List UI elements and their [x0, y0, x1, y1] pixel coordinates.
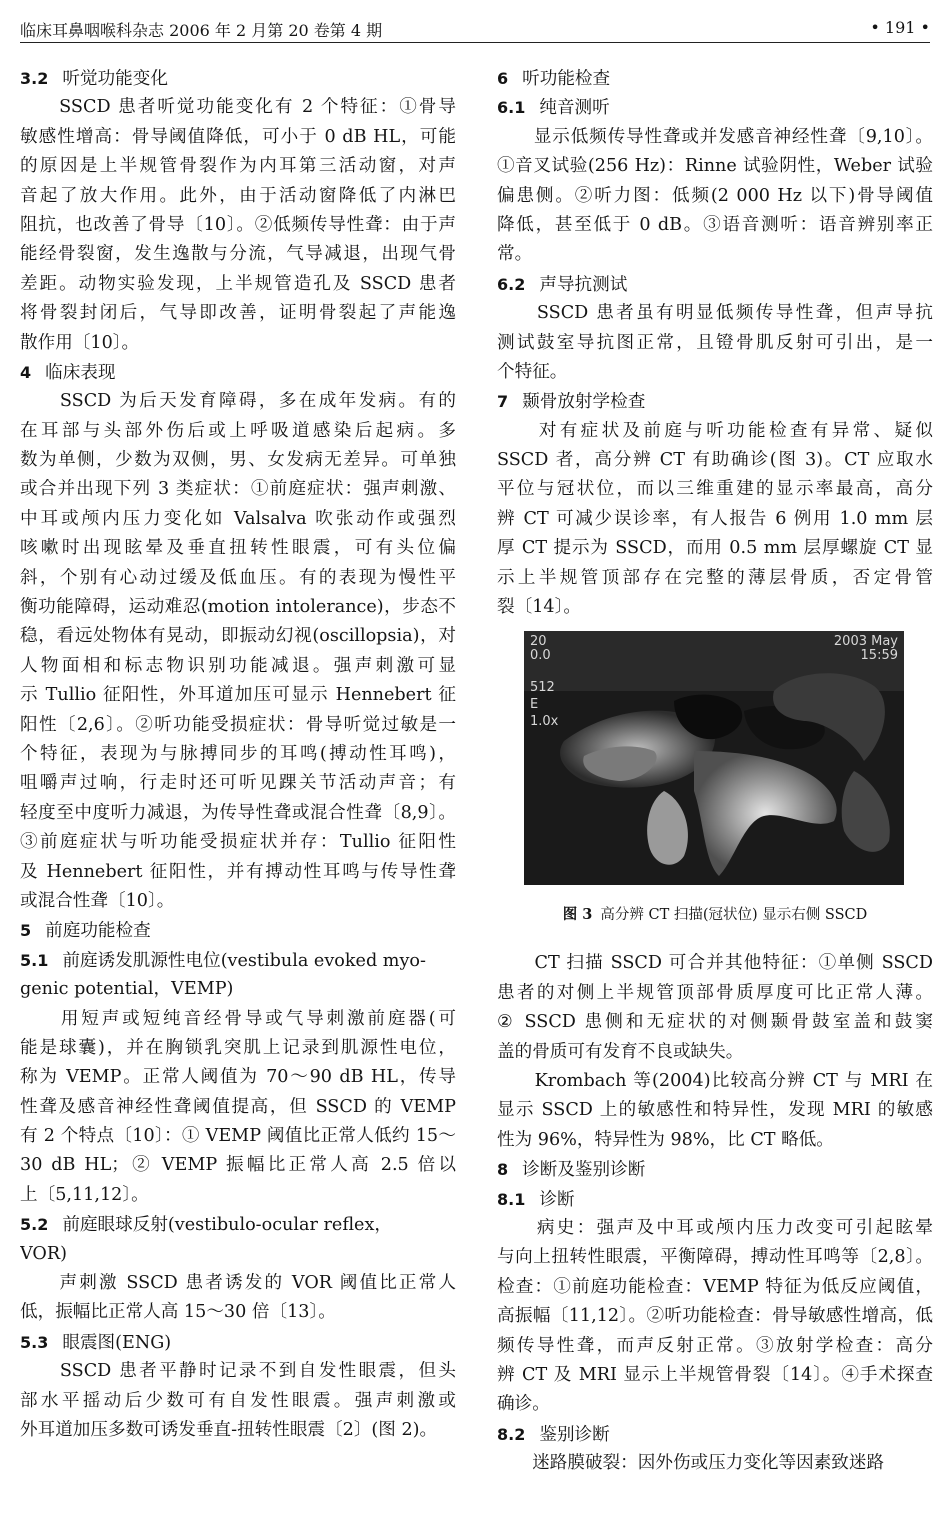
text-line: 显示 SSCD 上的敏感性和特异性，发现 MRI 的敏感: [497, 1100, 933, 1121]
right-column-bottom: [497, 949, 933, 1478]
text-line: 确诊。: [497, 1394, 550, 1415]
text-line: 差距。动物实验发现，上半规管造孔及 SSCD 患者: [20, 273, 456, 294]
ct-overlay-text: E: [530, 697, 539, 713]
ct-scan-figure: [524, 631, 904, 885]
text-line: 及 Hennebert 征阳性，并有搏动性耳鸣与传导性聋: [20, 861, 456, 882]
section-heading: [20, 946, 456, 975]
section-number: 7: [497, 392, 509, 412]
text-line: VOR): [20, 1243, 67, 1264]
journal-info: 临床耳鼻咽喉科杂志 2006 年 2 月第 20 卷第 4 期: [20, 21, 383, 40]
text-line: 平位与冠状位，而以三维重建的显示率最高，高分: [497, 479, 933, 500]
section-title: 眼震图(ENG): [62, 1332, 172, 1353]
text-line: 个特征，表现为与脉搏同步的耳鸣(搏动性耳鸣)，: [20, 743, 456, 764]
text-line: 示上半规管顶部存在完整的薄层骨质，否定骨管: [497, 567, 933, 588]
text-line: 辨 CT 可减少误诊率，有人报告 6 例用 1.0 mm 层: [497, 508, 933, 529]
text-line: 测试鼓室导抗图正常，且镫骨肌反射可引出，是一: [497, 332, 933, 353]
text-line: 中耳或颅内压力变化如 Valsalva 吹张动作或强烈: [20, 508, 456, 529]
text-line: 对有症状及前庭与听功能检查有异常、疑似: [497, 420, 933, 441]
text-line: 常。: [497, 244, 533, 265]
ct-overlay-text: 20: [530, 634, 547, 650]
section-heading: [497, 64, 933, 93]
section-number: 8.2: [497, 1424, 526, 1444]
figure-caption: [497, 903, 933, 927]
text-line: SSCD 患者听觉功能变化有 2 个特征：①骨导: [20, 97, 456, 118]
section-number: 8: [497, 1160, 509, 1180]
section-title: 听觉功能变化: [62, 69, 168, 89]
text-line: 音起了放大作用。此外，由于活动窗降低了内淋巴: [20, 185, 456, 206]
text-line: 人物面相和标志物识别功能减退。强声刺激可显: [20, 655, 456, 676]
section-title: 颞骨放射学检查: [522, 392, 646, 413]
text-line: ③前庭症状与听功能受损症状并存：Tullio 征阳性: [20, 832, 456, 853]
text-line: SSCD 患者平静时记录不到自发性眼震，但头: [20, 1361, 456, 1382]
text-line: 辨 CT 及 MRI 显示上半规管骨裂〔14〕。④手术探查: [497, 1364, 933, 1385]
text-line: 裂〔14〕。: [497, 597, 581, 618]
ct-overlay-mid-left: [530, 679, 558, 730]
text-line: 显示低频传导性聋或并发感音神经性聋〔9,10〕。: [497, 126, 933, 147]
section-number: 8.1: [497, 1189, 526, 1209]
section-title: 前庭诱发肌源性电位(vestibula evoked myo-: [62, 950, 426, 971]
right-column-top: [497, 64, 933, 622]
section-number: 6.1: [497, 98, 526, 118]
text-line: CT 扫描 SSCD 可合并其他特征：①单侧 SSCD: [497, 953, 933, 974]
figure-number: 图 3: [562, 906, 593, 924]
section-number: 5: [20, 921, 32, 941]
text-line: 将骨裂封闭后，气导即改善，证明骨裂起了声能逸: [20, 303, 456, 324]
ct-overlay-text: 1.0x: [530, 714, 559, 730]
text-line: 迷路膜破裂：因外伤或压力变化等因素致迷路: [497, 1453, 885, 1474]
text-line: 频传导性聋，而声反射正常。③放射学检查：高分: [497, 1335, 933, 1356]
text-line: 30 dB HL；② VEMP 振幅比正常人高 2.5 倍以: [20, 1155, 456, 1176]
text-line: 能经骨裂窗，发生逸散与分流，气导减退，出现气骨: [20, 244, 456, 265]
section-number: 6.2: [497, 274, 526, 294]
section-title: 鉴别诊断: [539, 1424, 610, 1445]
section-heading: [497, 93, 933, 122]
section-number: 5.3: [20, 1332, 49, 1352]
left-column: [20, 64, 456, 1445]
page-number: • 191 •: [870, 18, 930, 37]
text-line: 轻度至中度听力减退，为传导性聋或混合性聋〔8,9〕。: [20, 802, 456, 823]
text-line: 盖的骨质可有发育不良或缺失。: [497, 1041, 744, 1062]
text-line: 或混合性聋〔10〕。: [20, 890, 175, 911]
text-line: 与向上扭转性眼震，平衡障碍，搏动性耳鸣等〔2,8〕。: [497, 1247, 933, 1268]
text-line: 外耳道加压多数可诱发垂直-扭转性眼震〔2〕(图 2)。: [20, 1419, 438, 1440]
text-line: 声刺激 SSCD 患者诱发的 VOR 阈值比正常人: [20, 1273, 456, 1294]
ct-overlay-text: 0.0: [530, 648, 551, 664]
running-header: [20, 12, 930, 43]
section-heading: [20, 64, 456, 93]
text-line: 偏患侧。②听力图：低频(2 000 Hz 以下)骨导阈值: [497, 185, 933, 206]
text-line: ①音叉试验(256 Hz)：Rinne 试验阴性，Weber 试验: [497, 156, 933, 177]
text-line: 病史：强声及中耳或颅内压力改变可引起眩晕: [497, 1217, 933, 1238]
text-line: 或合并出现下列 3 类症状：①前庭症状：强声刺激、: [20, 479, 456, 500]
text-line: 部水平摇动后少数可有自发性眼震。强声刺激或: [20, 1390, 456, 1411]
text-line: 降低，甚至低于 0 dB。③语音测听：语音辨别率正: [497, 214, 933, 235]
section-number: 5.2: [20, 1215, 49, 1235]
text-line: 敏感性增高：骨导阈值降低，可小于 0 dB HL，可能: [20, 126, 456, 147]
ct-scan-image: [524, 631, 904, 885]
section-heading: [20, 358, 456, 387]
ct-overlay-top-left: [530, 635, 551, 663]
text-line: 个特征。: [497, 361, 568, 382]
text-line: 的原因是上半规管骨裂作为内耳第三活动窗，对声: [20, 156, 456, 177]
text-line: 称为 VEMP。正常人阈值为 70～90 dB HL，传导: [20, 1067, 456, 1088]
section-number: 5.1: [20, 950, 49, 970]
text-line: 阻抗，也改善了骨导〔10〕。②低频传导性聋：由于声: [20, 214, 456, 235]
text-line: SSCD 为后天发育障碍，多在成年发病。有的: [20, 391, 456, 412]
text-line: 高振幅〔11,12〕。②听功能检查：骨导敏感性增高，低: [497, 1306, 933, 1327]
section-heading: [497, 387, 933, 416]
ct-overlay-text: 2003 May: [833, 634, 898, 650]
text-line: 散作用〔10〕。: [20, 332, 140, 353]
text-line: ② SSCD 患侧和无症状的对侧颞骨鼓室盖和鼓窦: [497, 1012, 933, 1033]
text-line: 斜，个别有心动过缓及低血压。有的表现为慢性平: [20, 567, 456, 588]
section-heading: [497, 1420, 933, 1449]
right-column: [497, 64, 933, 1478]
text-line: Krombach 等(2004)比较高分辨 CT 与 MRI 在: [497, 1070, 933, 1091]
ct-overlay-text: 15:59: [860, 648, 898, 664]
section-title: 纯音测听: [539, 98, 610, 119]
text-line: 咳嗽时出现眩晕及垂直扭转性眼震，可有头位偏: [20, 538, 456, 559]
ct-overlay-text: 512: [530, 680, 555, 696]
text-line: 能是球囊)，并在胸锁乳突肌上记录到肌源性电位，: [20, 1037, 456, 1058]
text-line: 低，振幅比正常人高 15～30 倍〔13〕。: [20, 1302, 336, 1323]
text-line: 用短声或短纯音经骨导或气导刺激前庭器(可: [20, 1008, 456, 1029]
section-title: 临床表现: [45, 362, 116, 383]
section-title: 诊断: [539, 1189, 575, 1210]
text-line: 患者的对侧上半规管顶部骨质厚度可比正常人薄。: [497, 982, 933, 1003]
ct-overlay-top-right: [834, 635, 898, 663]
text-line: 在耳部与头部外伤后或上呼吸道感染后起病。多: [20, 420, 456, 441]
text-line: 性聋及感音神经性聋阈值提高，但 SSCD 的 VEMP: [20, 1096, 456, 1117]
text-line: 稳，看远处物体有晃动，即振动幻视(oscillopsia)，对: [20, 626, 456, 647]
text-line: 咀嚼声过响，行走时还可听见踝关节活动声音；有: [20, 773, 456, 794]
section-title: 前庭功能检查: [45, 921, 151, 942]
section-title: 听功能检查: [522, 69, 611, 89]
text-line: SSCD 者，高分辨 CT 有助确诊(图 3)。CT 应取水: [497, 450, 933, 471]
section-title: 诊断及鉴别诊断: [522, 1160, 646, 1181]
text-line: 衡功能障碍，运动难忍(motion intolerance)，步态不: [20, 597, 456, 618]
text-line: 上〔5,11,12〕。: [20, 1184, 149, 1205]
text-line: 厚 CT 提示为 SSCD，而用 0.5 mm 层厚螺旋 CT 显: [497, 538, 933, 559]
text-line: SSCD 患者虽有明显低频传导性聋，但声导抗: [497, 303, 933, 324]
section-heading: [20, 1328, 456, 1357]
text-line: 阳性〔2,6〕。②听功能受损症状：骨导听觉过敏是一: [20, 714, 456, 735]
section-title: 声导抗测试: [539, 274, 628, 295]
section-title: 前庭眼球反射(vestibulo-ocular reflex，: [62, 1215, 392, 1236]
text-line: 性为 96%，特异性为 98%，比 CT 略低。: [497, 1129, 834, 1150]
text-line: genic potential，VEMP): [20, 979, 234, 1000]
section-heading: [497, 1155, 933, 1184]
section-number: 3.2: [20, 69, 49, 88]
text-line: 数为单侧，少数为双侧，男、女发病无差异。可单独: [20, 450, 456, 471]
section-heading: [20, 916, 456, 945]
text-line: 示 Tullio 征阳性，外耳道加压可显示 Hennebert 征: [20, 685, 456, 706]
figure-caption-text: 高分辨 CT 扫描(冠状位) 显示右侧 SSCD: [600, 907, 868, 924]
section-number: 4: [20, 362, 32, 382]
section-number: 6: [497, 69, 509, 88]
text-line: 有 2 个特点〔10〕：① VEMP 阈值比正常人低约 15～: [20, 1126, 456, 1147]
section-heading: [497, 270, 933, 299]
section-heading: [497, 1185, 933, 1214]
text-line: 检查：①前庭功能检查：VEMP 特征为低反应阈值，: [497, 1276, 933, 1297]
section-heading: [20, 1210, 456, 1239]
